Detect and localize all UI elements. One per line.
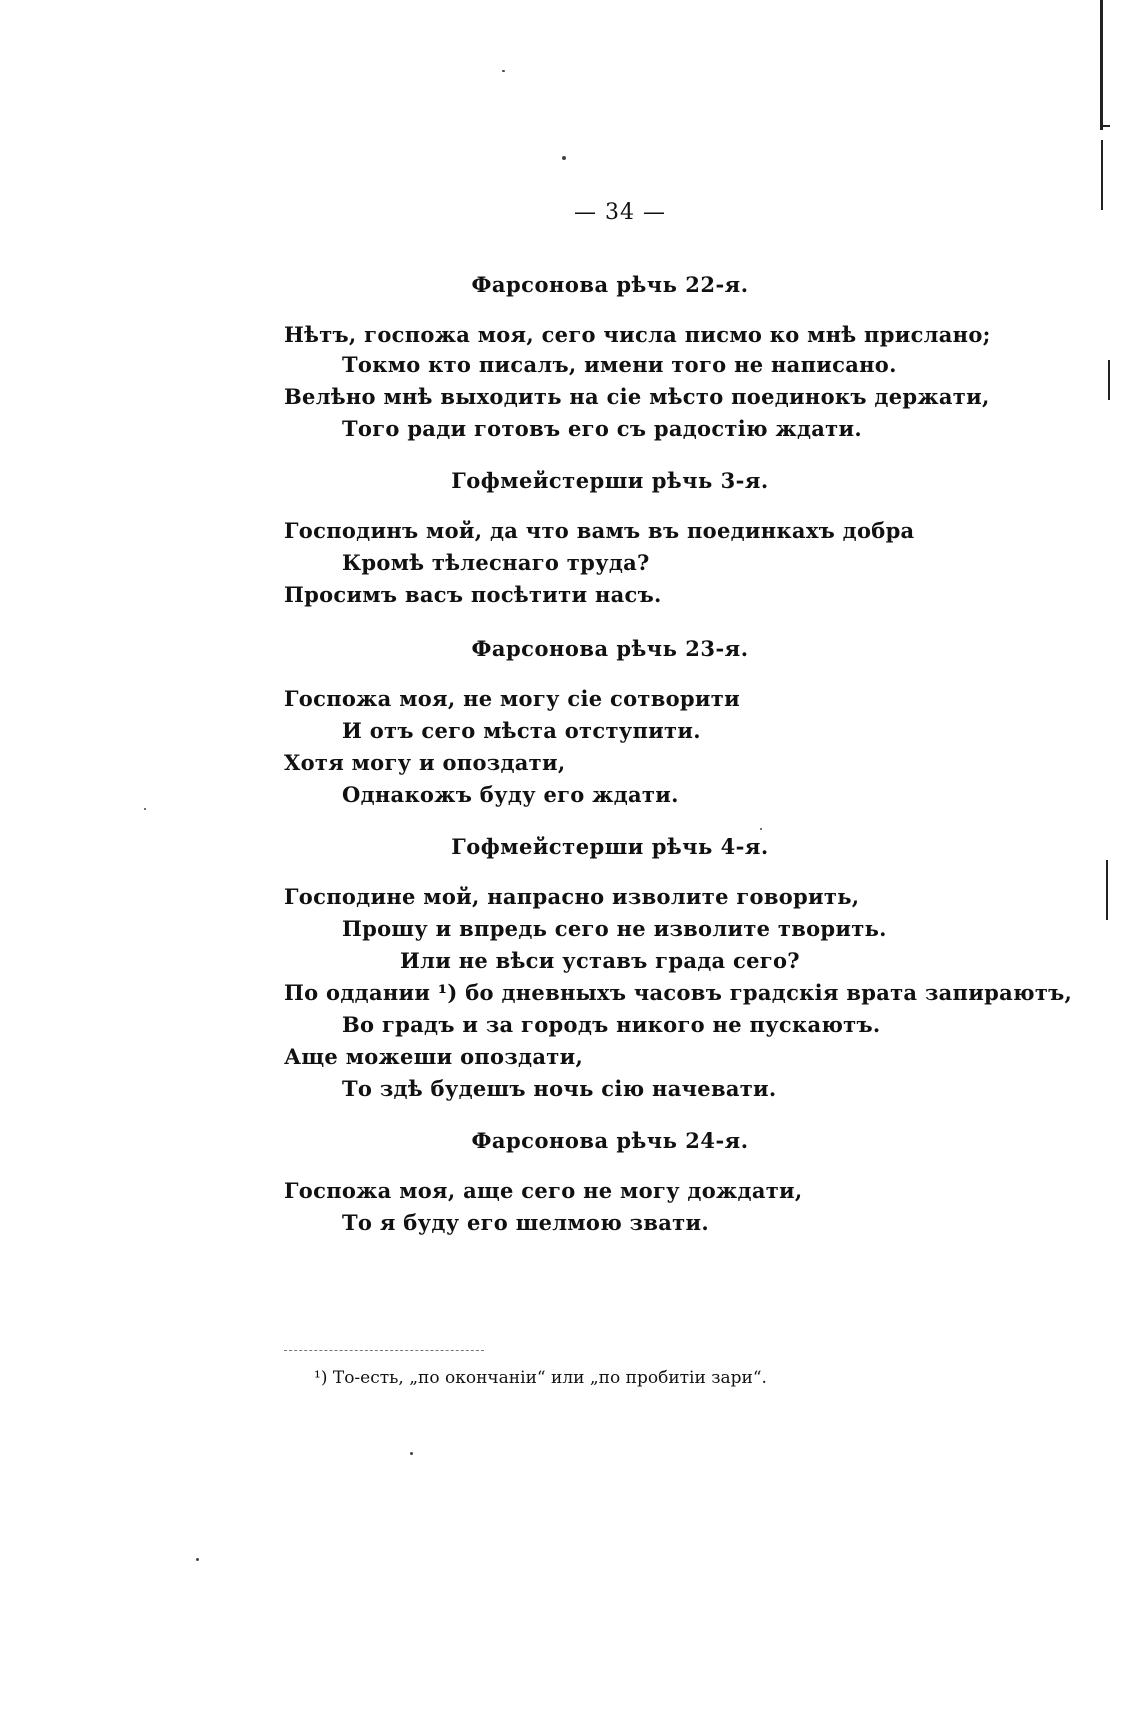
footnote-text: То-есть, „по окончаніи“ или „по пробитіи зари“. <box>332 1368 767 1388</box>
scan-edge-line <box>1100 0 1103 130</box>
scan-edge-tick <box>1102 125 1110 127</box>
section-heading: Гофмейстерши рѣчь 4-я. <box>451 834 769 859</box>
verse-line: Господинъ мой, да что вамъ въ поединкахъ добра <box>284 518 915 543</box>
scan-edge-line <box>1108 360 1110 400</box>
verse-line: Госпожа моя, не могу сіе сотворити <box>284 686 740 711</box>
footnote-marker: ¹) <box>314 1368 328 1388</box>
scan-speck <box>502 70 505 72</box>
scan-speck <box>562 156 566 160</box>
verse-line: Того ради готовъ его съ радостію ждати. <box>342 416 862 441</box>
section-heading: Гофмейстерши рѣчь 3-я. <box>451 468 769 493</box>
scan-speck <box>760 828 762 830</box>
verse-line: Прошу и впредь сего не изволите творить. <box>342 916 887 941</box>
verse-line: Господине мой, напрасно изволите говорить, <box>284 884 860 909</box>
verse-line: Однакожъ буду его ждати. <box>342 782 679 807</box>
verse-line: По оддании ¹) бо дневныхъ часовъ градскія врата запираютъ, <box>284 980 1073 1005</box>
verse-line: Велѣно мнѣ выходить на сіе мѣсто поединокъ держати, <box>284 384 990 409</box>
scan-speck <box>144 808 146 810</box>
verse-line: Токмо кто писалъ, имени того не написано. <box>342 352 897 377</box>
verse-line: Хотя могу и опоздати, <box>284 750 566 775</box>
scan-speck <box>410 1452 413 1455</box>
verse-line: То я буду его шелмою звати. <box>342 1210 709 1235</box>
footnote-rule <box>284 1350 484 1351</box>
verse-line: Просимъ васъ посѣтити насъ. <box>284 582 662 607</box>
scan-edge-line <box>1106 860 1108 920</box>
scan-edge-line <box>1101 140 1103 210</box>
scan-speck <box>196 1558 199 1561</box>
verse-line: Во градъ и за городъ никого не пускаютъ. <box>342 1012 881 1037</box>
verse-line: Кромѣ тѣлеснаго труда? <box>342 550 650 575</box>
verse-line: Или не вѣси уставъ града сего? <box>400 948 800 973</box>
verse-line: И отъ сего мѣста отступити. <box>342 718 701 743</box>
page-number: — 34 — <box>574 200 666 225</box>
verse-line: Аще можеши опоздати, <box>284 1044 584 1069</box>
verse-line: Нѣтъ, госпожа моя, сего числа писмо ко мнѣ прислано; <box>284 322 991 347</box>
verse-line: Госпожа моя, аще сего не могу дождати, <box>284 1178 803 1203</box>
section-heading: Фарсонова рѣчь 24-я. <box>471 1128 749 1153</box>
verse-line: То здѣ будешъ ночь сію начевати. <box>342 1076 777 1101</box>
section-heading: Фарсонова рѣчь 22-я. <box>471 272 749 297</box>
footnote <box>314 1368 767 1388</box>
section-heading: Фарсонова рѣчь 23-я. <box>471 636 749 661</box>
